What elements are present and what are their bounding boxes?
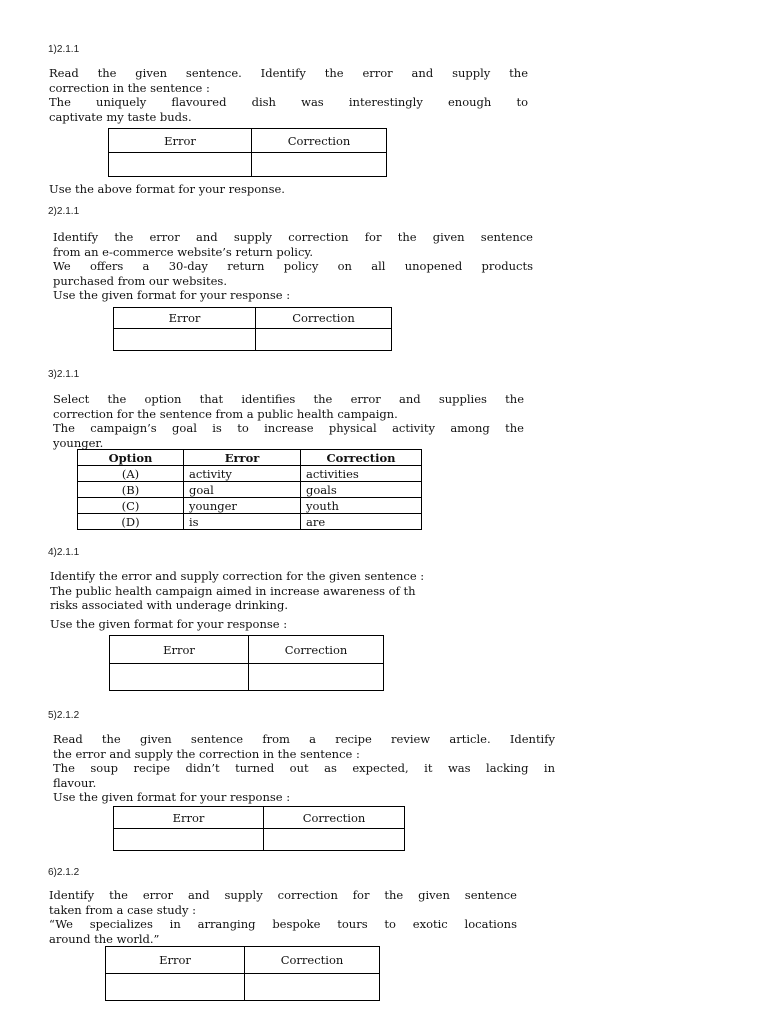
error-header: Error: [114, 807, 264, 829]
question-text-line: Select the option that identifies the error and supplies the: [53, 392, 524, 406]
option-cell: (B): [78, 482, 184, 498]
option-column-header: Option: [78, 450, 184, 466]
question-text-line: risks associated with underage drinking.: [50, 598, 288, 612]
option-cell: (C): [78, 498, 184, 514]
question-6-number: 6)2.1.2: [48, 867, 80, 878]
correction-header: Correction: [249, 636, 384, 664]
table-row: [78, 466, 422, 482]
question-text-line: Identify the error and supply correction for the given sentence :: [50, 569, 425, 583]
correction-answer-cell: [249, 664, 384, 691]
question-text-line: Read the given sentence. Identify the error and supply the: [49, 66, 528, 80]
option-cell: (A): [78, 466, 184, 482]
question-5-answer-table: [113, 806, 405, 851]
correction-column-header: Correction: [301, 450, 422, 466]
error-header: Error: [114, 308, 256, 329]
correction-cell: are: [301, 514, 422, 530]
correction-answer-cell: [264, 829, 405, 851]
error-answer-cell: [106, 974, 245, 1001]
question-2-number: 2)2.1.1: [48, 206, 80, 217]
correction-header: Correction: [245, 947, 380, 974]
question-3-options-table: [77, 449, 422, 530]
question-4-number: 4)2.1.1: [48, 547, 80, 558]
question-2-answer-table: [113, 307, 392, 351]
question-5-text: [53, 732, 555, 805]
error-header: Error: [106, 947, 245, 974]
correction-answer-cell: [245, 974, 380, 1001]
question-text-line: the error and supply the correction in the sentence :: [53, 746, 360, 761]
question-text-line: The soup recipe didn’t turned out as expected, it was lacking in: [53, 761, 555, 775]
question-text-line: Use the given format for your response :: [53, 288, 291, 302]
table-row: [78, 498, 422, 514]
error-cell: is: [184, 514, 301, 530]
question-4-answer-table: [109, 635, 384, 691]
question-3-number: 3)2.1.1: [48, 369, 80, 380]
table-row: [78, 482, 422, 498]
correction-header: Correction: [264, 807, 405, 829]
correction-answer-cell: [252, 153, 387, 177]
error-answer-cell: [114, 329, 256, 351]
question-1-footer: Use the above format for your response.: [49, 182, 285, 196]
question-text-line: We offers a 30-day return policy on all unopened products: [53, 259, 533, 273]
error-answer-cell: [114, 829, 264, 851]
question-2-text: [53, 230, 533, 303]
question-text-line: correction for the sentence from a public health campaign.: [53, 406, 398, 421]
question-text-line: younger.: [53, 435, 104, 450]
question-6-text: [49, 888, 517, 946]
question-text-line: The campaign’s goal is to increase physical activity among the: [53, 421, 524, 435]
question-text-line: correction in the sentence :: [49, 80, 210, 95]
table-header-row: [78, 450, 422, 466]
question-text-line: Use the given format for your response :: [50, 616, 288, 631]
question-text-line: Read the given sentence from a recipe review article. Identify: [53, 732, 555, 746]
error-answer-cell: [110, 664, 249, 691]
correction-answer-cell: [256, 329, 392, 351]
question-text-line: taken from a case study :: [49, 902, 197, 917]
error-header: Error: [109, 129, 252, 153]
question-text-line: around the world.”: [49, 931, 160, 946]
correction-cell: youth: [301, 498, 422, 514]
error-cell: goal: [184, 482, 301, 498]
question-text-line: purchased from our websites.: [53, 273, 227, 288]
option-cell: (D): [78, 514, 184, 530]
error-cell: activity: [184, 466, 301, 482]
question-text-line: The public health campaign aimed in increase awareness of th: [50, 583, 416, 598]
question-text-line: Identify the error and supply correction for the given sentence: [49, 888, 517, 902]
question-1-text: [49, 66, 528, 124]
question-text-line: captivate my taste buds.: [49, 109, 192, 124]
question-5-number: 5)2.1.2: [48, 710, 80, 721]
correction-header: Correction: [256, 308, 392, 329]
error-header: Error: [110, 636, 249, 664]
question-text-line: Identify the error and supply correction for the given sentence: [53, 230, 533, 244]
question-text-line: from an e-commerce website’s return policy.: [53, 244, 314, 259]
question-6-answer-table: [105, 946, 380, 1001]
correction-header: Correction: [252, 129, 387, 153]
question-4-text: [50, 569, 520, 631]
question-text-line: The uniquely flavoured dish was interestingly enough to: [49, 95, 528, 109]
question-text-line: “We specializes in arranging bespoke tours to exotic locations: [49, 917, 517, 931]
question-3-text: [53, 392, 524, 450]
error-column-header: Error: [184, 450, 301, 466]
question-1-answer-table: [108, 128, 387, 177]
question-text-line: Use the given format for your response :: [53, 790, 291, 804]
error-cell: younger: [184, 498, 301, 514]
correction-cell: goals: [301, 482, 422, 498]
correction-cell: activities: [301, 466, 422, 482]
error-answer-cell: [109, 153, 252, 177]
question-1-number: 1)2.1.1: [48, 44, 80, 55]
table-row: [78, 514, 422, 530]
question-text-line: flavour.: [53, 775, 97, 790]
